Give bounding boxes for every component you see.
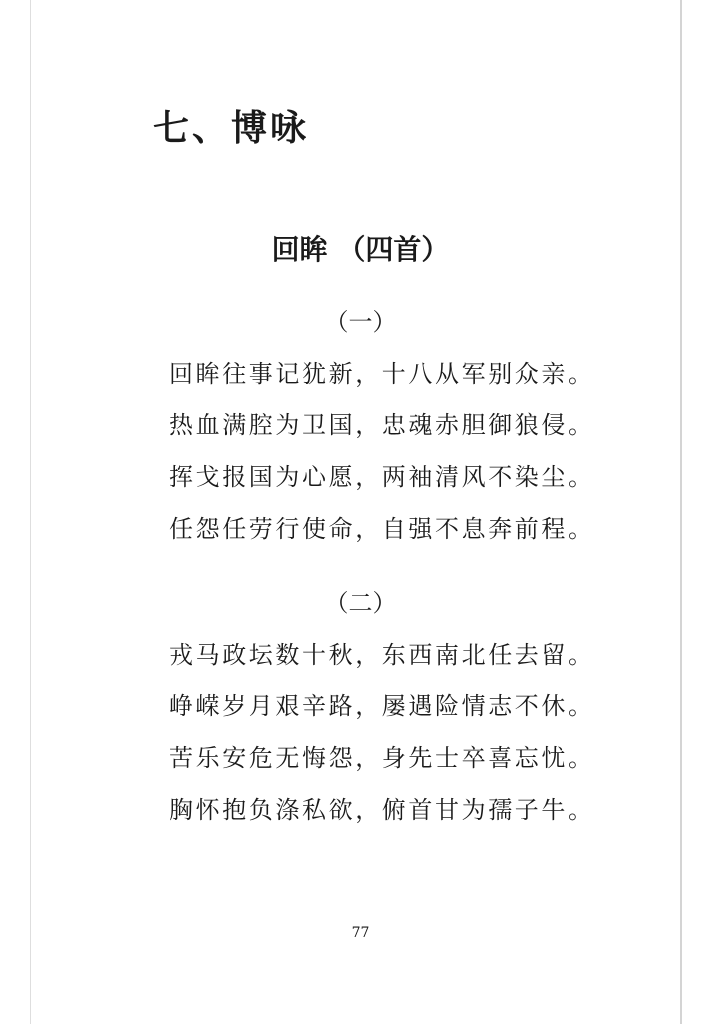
verse-line: 胸怀抱负涤私欲，俯首甘为孺子牛。	[169, 796, 595, 824]
book-page	[30, 0, 682, 1024]
poem-title: 回眸 （四首）	[271, 233, 450, 266]
page-number: 77	[351, 925, 370, 941]
verse-line: 峥嵘岁月艰辛路，屡遇险情志不休。	[169, 692, 595, 720]
chapter-title: 七、博咏	[153, 108, 310, 149]
verse-line: 苦乐安危无悔怨，身先士卒喜忘忧。	[169, 744, 595, 772]
verse-line: 戎马政坛数十秋，东西南北任去留。	[169, 641, 595, 669]
verse-line: 挥戈报国为心愿，两袖清风不染尘。	[169, 463, 595, 491]
section-heading-1: （一）	[324, 308, 397, 336]
verse-line: 回眸往事记犹新，十八从军别众亲。	[169, 360, 595, 388]
verse-line: 任怨任劳行使命，自强不息奔前程。	[169, 515, 595, 543]
section-heading-2: （二）	[324, 589, 397, 617]
verse-line: 热血满腔为卫国，忠魂赤胆御狼侵。	[169, 411, 595, 439]
